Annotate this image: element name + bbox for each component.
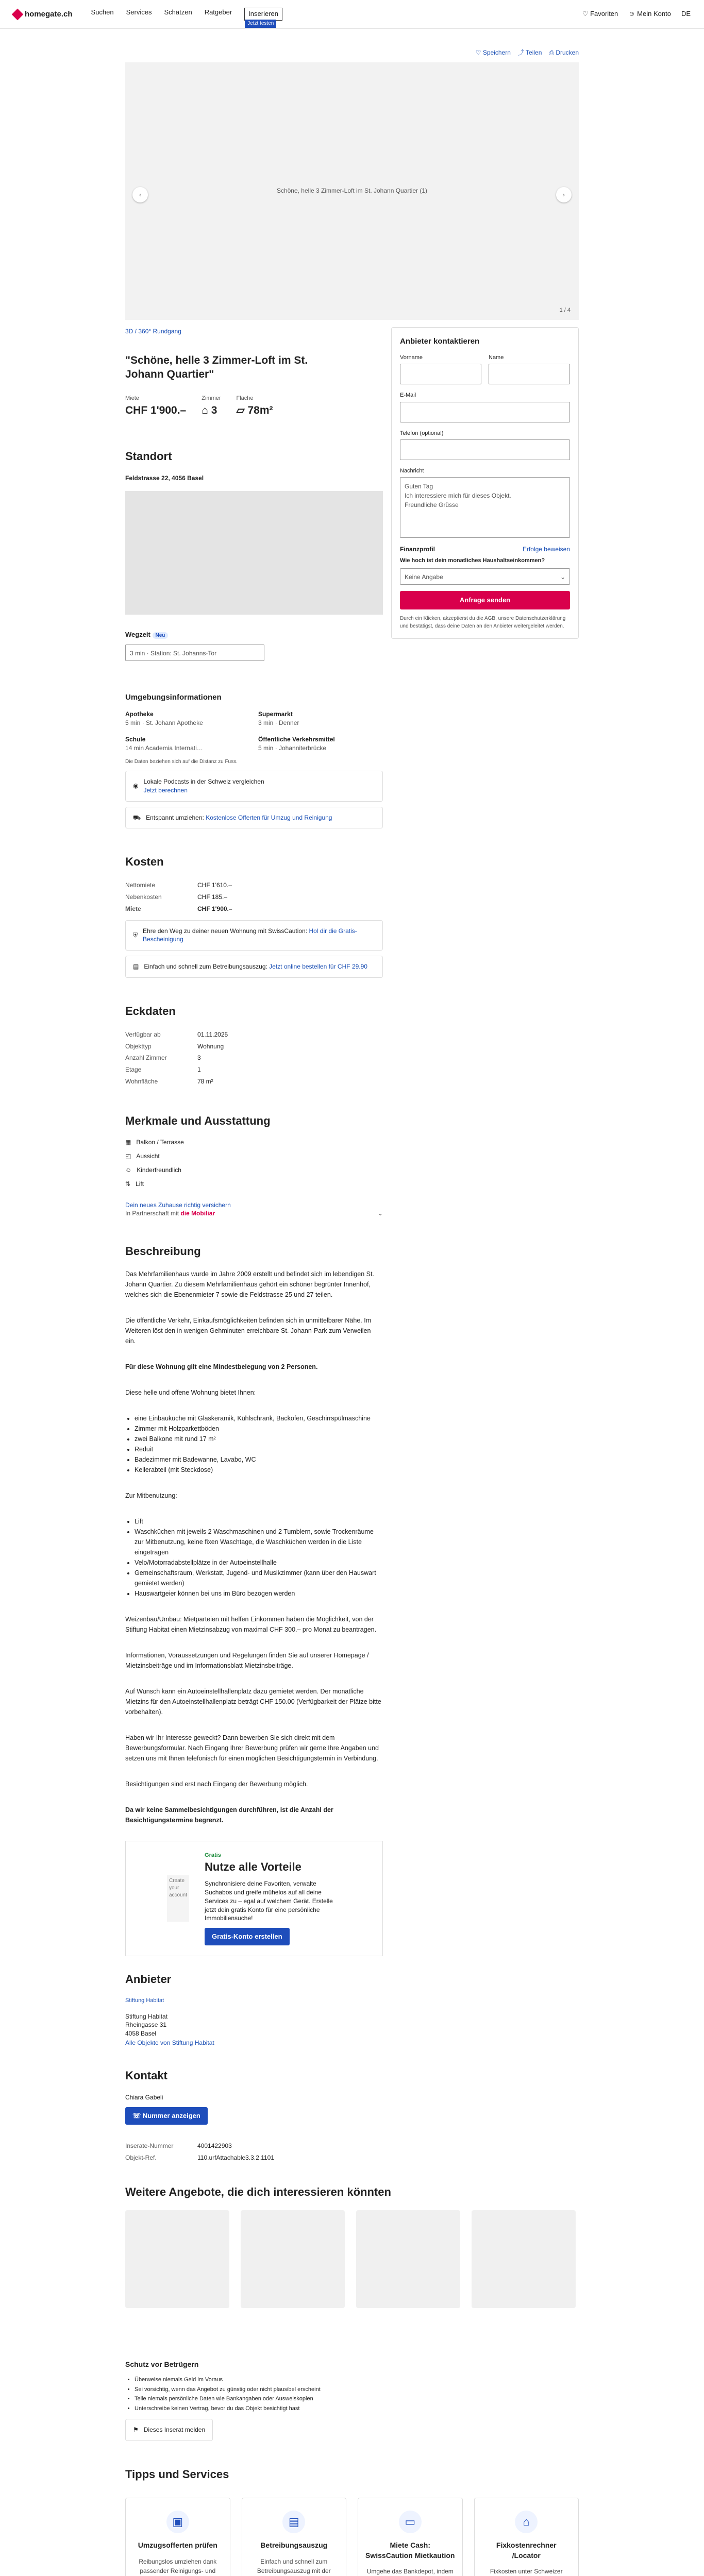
similar-card[interactable] [356,2210,460,2308]
text-env-card2: Entspannt umziehen: [146,814,204,821]
rooms-label: Zimmer [202,395,221,402]
text-location-commute_label: Wegzeit [125,630,150,638]
text-services-cards-2-text: Umgehe das Bankdepot, indem [366,2568,454,2575]
lift-icon: ⇅ [125,1180,131,1188]
homegate-logo[interactable] [13,9,73,20]
contact-heading: Anbieter kontaktieren [400,336,480,346]
text-key-rows-3-0: Etage [125,1066,142,1074]
home-icon: ⌂ [515,2511,538,2533]
feature-kids [125,1166,383,1175]
text-provider-city: 4058 Basel [125,2030,157,2038]
similar-card[interactable] [241,2210,345,2308]
text-env-items-2-v: 14 min Academia Internati… [125,744,203,752]
truck-icon: ⛟ [133,814,141,821]
map[interactable] [125,491,383,615]
text-ids-1-1: 110.urfAttachable3.3.2.1101 [197,2154,275,2161]
key-facts [125,395,383,418]
text-env-items-1-t: Supermarkt [258,710,293,718]
text-costs-rows-2-1: CHF 1'900.– [197,905,232,912]
text-ids-1-0: Objekt-Ref. [125,2154,157,2161]
text-provider-street: Rheingasse 31 [125,2021,167,2029]
text-desc-list1-1: • Zimmer mit Holzparkettböden [135,1423,383,1434]
text-env-items-2-t: Schule [125,736,146,743]
text-provider-name: Stiftung Habitat [125,2012,168,2020]
text-key-rows-3-1: 1 [197,1066,201,1074]
similar-listings [125,2210,579,2308]
text-env-items-1-v: 3 min · Denner [258,719,299,726]
scam-box [125,2360,579,2441]
show-number-button[interactable]: ☏ Nummer anzeigen [125,2107,208,2125]
nav-suchen[interactable]: Suchen [91,8,114,16]
debt-card[interactable] [125,956,383,978]
feature-view [125,1152,383,1161]
text-contact-first: Vorname [400,354,423,361]
podcast-card[interactable] [125,771,383,802]
service-card-moving[interactable] [125,2498,230,2576]
text-key-rows-2-1: 3 [197,1054,201,1062]
area-value: ▱ 78m² [236,404,273,416]
text-contact-last: Name [489,354,504,361]
text-env-items-0-t: Apotheke [125,710,154,718]
rent-value: CHF 1'900.– [125,404,187,416]
prev-arrow-icon[interactable]: ‹ [132,187,148,202]
legal-text: Durch ein Klicken, akzeptierst du die AGB, unsere Datenschutzerklärung und bestätigst, dass deine Daten an den Anbieter weitergeleitet werden. [400,615,566,629]
create-account-button[interactable]: Gratis-Konto erstellen [205,1928,290,1945]
text-contact-finance: Finanzprofil [400,546,435,553]
print-button[interactable]: ⎙ Drucken [549,49,579,56]
text-scam-items-2: • Teile niemals persönliche Daten wie Bankangaben oder Ausweiskopien [135,2394,579,2404]
image-counter: 1 / 4 [559,307,571,314]
similar-card[interactable] [125,2210,229,2308]
text-features-partner: In Partnerschaft mit [125,1210,179,1217]
text-env-card1: Lokale Podcasts in der Schweiz vergleichen [143,777,264,785]
report-button[interactable]: ⚑ Dieses Inserat melden [125,2419,213,2441]
view-icon: ◰ [125,1153,131,1160]
email-input[interactable] [400,402,570,422]
text-features-partner_name: die Mobiliar [180,1210,215,1217]
promo-text: Synchronisiere deine Favoriten, verwalte Suchabos und greife mühelos auf all deine Services zu – egal auf welchem Gerät. Erstelle jetzt dein gratis Konto für eine persönliche Immobiliensuche! [205,1880,333,1922]
text-contact2-btn: Nummer anzeigen [142,2111,200,2120]
provider-heading: Anbieter [125,1973,172,1986]
text-services-cards-2-title: Miete Cash: SwissCaution Mietkaution [365,2541,455,2560]
features-heading: Merkmale und Ausstattung [125,1114,271,1127]
text-toolbar-share: Teilen [526,49,542,56]
text-desc-list1-2: • zwei Balkone mit rund 17 m² [135,1434,383,1444]
text-services-cards-1-text: Einfach und schnell zum Betreibungsauszug mit der [257,2557,331,2574]
text-costs-card2_link: Jetzt online bestellen für CHF 29.90 [269,963,367,971]
similar-heading: Weitere Angebote, die dich interessieren könnten [125,2185,391,2198]
text-services-cards-3-text: Fixkosten unter Schweizer [490,2568,563,2575]
text-desc-p5: Zur Mitbenutzung: [125,1492,177,1500]
next-arrow-icon[interactable]: › [556,187,572,202]
tour-link[interactable]: 3D / 360° Rundgang [125,327,181,335]
text-features-items-1: Aussicht [136,1153,160,1160]
moving-card[interactable] [125,807,383,829]
text-header-logo: homegate.ch [25,10,73,19]
text-scam-report: Dieses Inserat melden [143,2426,206,2433]
text-key-rows-1-0: Objekttyp [125,1042,152,1050]
text-desc-list1-3: • Reduit [135,1444,383,1454]
key-heading: Eckdaten [125,1004,176,1018]
text-contact-household: Wie hoch ist dein monatliches Haushaltseinkommen? [400,557,545,564]
caution-card[interactable] [125,920,383,951]
text-desc-list2-0: • Lift [135,1516,383,1527]
text-header-account: Mein Konto [637,10,671,18]
contact2-heading: Kontakt [125,2069,167,2082]
text-env-card2_link: Kostenlose Offerten für Umzug und Reinigung [206,814,332,821]
contact-sidebar [391,327,579,639]
text-env-items-3-v: 5 min · Johanniterbrücke [258,744,327,752]
box-icon: ▣ [166,2511,189,2533]
text-desc-list1-4: • Badezimmer mit Badewanne, Lavabo, WC [135,1454,383,1465]
listing-toolbar [125,29,579,62]
text-key-rows-1-1: Wohnung [197,1042,224,1050]
text-desc-p6: Weizenbau/Umbau: Mietparteien mit helfen Einkommen haben die Möglichkeit, von der Stiftung Habitat einen Mietzinsabzug von maximal CHF 300.– pro Monat zu beantragen. [125,1616,377,1634]
text-scam-items-0: • Überweise niemals Geld im Voraus [135,2375,579,2385]
address: Feldstrasse 22, 4056 Basel [125,474,204,482]
gallery-image: Schöne, helle 3 Zimmer-Loft im St. Johann Quartier (1) [276,187,428,195]
services-heading: Tipps und Services [125,2467,229,2481]
service-card-caution[interactable] [358,2498,463,2576]
promo-title: Nutze alle Vorteile [205,1860,301,1874]
text-key-rows-4-0: Wohnfläche [125,1077,158,1085]
env-note: Die Daten beziehen sich auf die Distanz zu Fuss. [125,758,238,765]
similar-card[interactable] [472,2210,576,2308]
text-key-rows-0-0: Verfügbar ab [125,1030,161,1038]
text-scam-heading: Schutz vor Betrügern [125,2360,199,2369]
doc-icon: ▤ [133,963,139,971]
costs-table [125,879,383,914]
costs-heading: Kosten [125,855,164,869]
ids-table [125,2140,383,2164]
message-textarea[interactable]: Guten Tag Ich interessiere mich für dieses Objekt. Freundliche Grüsse [400,477,570,538]
text-env-items-0-v: 5 min · St. Johann Apotheke [125,719,203,726]
text-desc-list2-2: • Velo/Motorradabstellplätze in der Autoeinstellhalle [135,1557,383,1568]
text-costs-rows-1-1: CHF 185.– [197,893,228,901]
text-contact-select: Keine Angabe [405,573,443,581]
rooms-value: ⌂ 3 [202,404,217,416]
nav-services[interactable]: Services [126,8,152,16]
description [125,1244,383,1825]
first-name-input[interactable] [400,364,481,384]
text-features-items-0: Balkon / Terrasse [136,1139,184,1146]
main-nav [91,8,282,27]
env-heading: Umgebungsinformationen [125,692,222,702]
text-desc-list2-3: • Gemeinschaftsraum, Werkstatt, Jugend- und Musikzimmer (kann über den Hauswart gemietet werden) [135,1568,383,1588]
phone-input[interactable] [400,439,570,460]
text-services-cards-0-title: Umzugsofferten prüfen [138,2541,217,2550]
feature-lift [125,1180,383,1189]
listing-title: "Schöne, helle 3 Zimmer-Loft im St. Johann Quartier" [125,354,308,380]
nav-schaetzen[interactable]: Schätzen [164,8,192,16]
nav-inserieren[interactable] [244,8,282,27]
shield-icon: ⛨ [133,931,138,939]
text-location-commute_badge: Neu [153,632,169,639]
env-grid [125,710,383,753]
text-scam-items-1: • Sei vorsichtig, wenn das Angebot zu günstig oder nicht plausibel erscheint [135,2385,579,2395]
text-env-card1_link: Jetzt berechnen [143,786,188,794]
text-toolbar-print: Drucken [556,49,579,56]
text-header-favorites: Favoriten [590,10,618,18]
text-features-items-3: Lift [136,1180,144,1188]
text-contact-msg_label: Nachricht [400,467,424,474]
location-heading: Standort [125,449,172,463]
text-desc-list1-5: • Kellerabteil (mit Steckdose) [135,1465,383,1475]
text-ids-0-0: Inserate-Nummer [125,2142,174,2149]
kids-icon: ☺ [125,1166,132,1174]
area-label: Fläche [236,395,254,402]
text-costs-card2: Einfach und schnell zum Betreibungsauszug: [144,963,267,971]
promo-image: Create your account [167,1875,189,1922]
text-ids-0-1: 4001422903 [197,2142,232,2149]
account-link[interactable]: ☺ Mein Konto [628,10,671,18]
balcony-icon: ▦ [125,1139,131,1146]
new-badge: Jetzt testen [245,20,276,28]
text-costs-card1: Ehre den Weg zu deiner neuen Wohnung mit SwissCaution: [143,927,308,935]
text-desc-p8: Auf Wunsch kann ein Autoeinstellhallenplatz dazu gemietet werden. Der monatliche Mietzins für den Autoeinstellhallenplatz beträgt CHF 150.00 (Verfügbarkeit der Plätze bitte vorbehalten). [125,1688,381,1716]
contact-name: Chiara Gabeli [125,2093,163,2101]
text-desc-list2-1: • Waschküchen mit jeweils 2 Waschmaschinen und 2 Tumblern, sowie Trockenräume zur Mitbenutzung, keine fixen Waschtage, die Waschküchen werden in die Liste eingetragen [135,1527,383,1557]
site-header [0,0,704,29]
text-desc-list1-0: • eine Einbauküche mit Glaskeramik, Kühlschrank, Backofen, Geschirrspülmaschine [135,1413,383,1423]
card-icon: ▭ [399,2511,422,2533]
text-desc-p2: Die öffentliche Verkehr, Einkaufsmöglichkeiten befinden sich in unmittelbarer Nähe. Im Weiteren löst den in wenigen Gehminuten erreichbare St. Johann-Park zum Verweilen ein. [125,1317,372,1345]
text-costs-rows-2-0: Miete [125,905,141,912]
contact-form [391,327,579,639]
text-key-rows-0-1: 01.11.2025 [197,1030,228,1038]
share-button[interactable]: ⤴ Teilen [517,49,542,56]
text-env-items-3-t: Öffentliche Verkehrsmittel [258,736,335,743]
text-listing-rooms: 3 [211,404,217,416]
text-costs-rows-0-0: Nettomiete [125,882,156,889]
feature-balcony [125,1138,383,1147]
nav-ratgeber[interactable]: Ratgeber [204,8,232,16]
rent-label: Miete [125,395,139,402]
insurance-link[interactable]: Dein neues Zuhause richtig versichern In Partnerschaft mit die Mobiliar ⌄ [125,1201,383,1217]
text-costs-rows-1-0: Nebenkosten [125,893,162,901]
service-card-debt[interactable] [242,2498,347,2576]
doc-icon: ▤ [282,2511,305,2533]
text-services-cards-3-title: Fixkostenrechner /Locator [496,2541,557,2560]
account-promo [125,1841,383,1956]
text-costs-rows-0-1: CHF 1'610.– [197,882,232,889]
text-header-nav-4: Inserieren [248,10,278,18]
service-card-costs[interactable] [474,2498,579,2576]
finance-link[interactable]: Erfolge beweisen [522,546,570,553]
text-services-cards-0-text: Reibungslos umziehen dank passender Reinigungs- und [139,2557,217,2574]
text-toolbar-save: Speichern [482,49,511,56]
text-contact-phone: Telefon (optional) [400,430,444,436]
text-desc-p9: Haben wir Ihr Interesse geweckt? Dann bewerben Sie sich direkt mit dem Bewerbungsformular. Nach Eingang Ihrer Bewerbung prüfen wir gerne Ihre Angaben und setzen uns mit Ihnen telefonisch für einen möglichen Besichtigungstermin in Verbindung. [125,1734,379,1762]
provider-logo[interactable]: Stiftung Habitat [125,1997,164,2004]
text-desc-p11: Da wir keine Sammelbesichtigungen durchführen, ist die Anzahl der Besichtigungstermine begrenzt. [125,1806,333,1824]
text-key-rows-4-1: 78 m² [197,1077,213,1085]
text-costs-card1_link: Hol dir die Gratis-Bescheinigung [143,927,357,943]
language-select[interactable]: DE [681,10,691,18]
text-desc-p4: Diese helle und offene Wohnung bietet Ihnen: [125,1389,256,1397]
last-name-input[interactable] [489,364,570,384]
image-gallery[interactable] [125,62,579,320]
commute-input[interactable]: 3 min · Station: St. Johanns-Tor [125,645,264,661]
commute [125,630,383,639]
text-desc-p3: Für diese Wohnung gilt eine Mindestbelegung von 2 Personen. [125,1363,318,1371]
text-features-items-2: Kinderfreundlich [137,1166,181,1174]
text-desc-p10: Besichtigungen sind erst nach Eingang der Bewerbung möglich. [125,1781,308,1788]
text-features-insure: Dein neues Zuhause richtig versichern [125,1201,231,1209]
save-button[interactable]: ♡ Speichern [475,49,511,56]
text-key-rows-2-0: Anzahl Zimmer [125,1054,167,1062]
description-heading: Beschreibung [125,1245,201,1258]
text-desc-list2-4: • Hauswartgeier können bei uns im Büro bezogen werden [135,1588,383,1599]
income-select[interactable]: Keine Angabe ⌄ [400,568,570,585]
provider-address [125,2012,383,2038]
promo-tag: Gratis [205,1852,221,1859]
submit-button[interactable]: Anfrage senden [400,591,570,609]
provider-link[interactable]: Alle Objekte von Stiftung Habitat [125,2039,214,2046]
favorites-link[interactable]: ♡ Favoriten [582,10,618,18]
text-scam-items-3: • Unterschreibe keinen Vertrag, bevor du das Objekt besichtigt hast [135,2404,579,2414]
text-services-cards-1-title: Betreibungsauszug [260,2541,328,2550]
text-desc-p7: Informationen, Voraussetzungen und Regelungen finden Sie auf unserer Homepage / Mietzinsbeiträge und im Informationsblatt Mietzinsbeiträge. [125,1652,369,1670]
info-icon: ◉ [133,782,139,790]
text-listing-area: 78m² [247,404,273,416]
text-desc-p1: Das Mehrfamilienhaus wurde im Jahre 2009 erstellt und befindet sich im lebendigen St. Johann Quartier. Zu diesem Mehrfamilienhaus gehört ein schöner begrünter Innenhof, welches sich die Ebenenmieter 7 sowie die Feldstrasse 25 und 27 teilen. [125,1270,374,1299]
key-table [125,1029,383,1088]
text-contact-email: E-Mail [400,392,416,399]
